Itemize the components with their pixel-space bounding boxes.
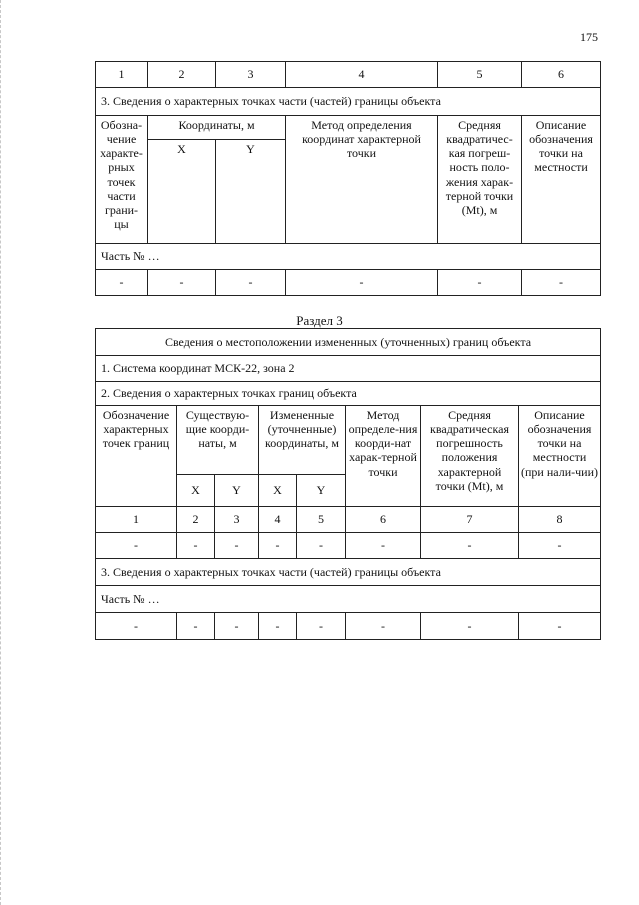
table-row	[96, 270, 601, 296]
header-x-existing: X	[177, 475, 215, 507]
header-designation: Обозначение характерных точек границ	[96, 406, 177, 507]
cell-dash: -	[346, 533, 421, 559]
table-row	[96, 613, 601, 640]
column-number: 2	[177, 507, 215, 533]
header-accuracy: Средняя квадратичес-кая погреш-ность поло-жения харак-терной точки (Mt), м	[438, 116, 522, 244]
points-heading: 2. Сведения о характерных точках границ объекта	[96, 382, 601, 406]
cell-dash: -	[297, 613, 346, 640]
header-existing-coords: Существую-щие коорди-наты, м	[177, 406, 259, 475]
cell-dash: -	[522, 270, 601, 296]
cell-dash: -	[96, 533, 177, 559]
header-method: Метод определения координат характерной точки	[286, 116, 438, 244]
section-heading: Сведения о местоположении измененных (уточненных) границ объекта	[96, 329, 601, 356]
cell-dash: -	[215, 533, 259, 559]
changed-boundaries-table	[95, 328, 601, 640]
cell-dash: -	[96, 613, 177, 640]
cell-dash: -	[297, 533, 346, 559]
cell-dash: -	[421, 533, 519, 559]
column-number: 3	[216, 62, 286, 88]
cell-dash: -	[438, 270, 522, 296]
cell-dash: -	[215, 613, 259, 640]
column-number: 2	[148, 62, 216, 88]
column-number: 7	[421, 507, 519, 533]
header-y-changed: Y	[297, 475, 346, 507]
cell-dash: -	[259, 613, 297, 640]
points-part-table	[95, 61, 601, 296]
header-x-changed: X	[259, 475, 297, 507]
column-number-row	[96, 62, 601, 88]
cell-dash: -	[177, 533, 215, 559]
column-number: 6	[522, 62, 601, 88]
header-coordinates: Координаты, м	[148, 116, 286, 140]
header-y-existing: Y	[215, 475, 259, 507]
column-number: 4	[286, 62, 438, 88]
column-number: 1	[96, 62, 148, 88]
part-label: Часть № …	[96, 244, 601, 270]
header-x: X	[148, 140, 216, 244]
page-edge-line	[0, 0, 2, 905]
column-number: 3	[215, 507, 259, 533]
cell-dash: -	[148, 270, 216, 296]
column-number: 8	[519, 507, 601, 533]
column-number: 4	[259, 507, 297, 533]
cell-dash: -	[286, 270, 438, 296]
section-heading: 3. Сведения о характерных точках части (частей) границы объекта	[96, 88, 601, 116]
column-number: 5	[438, 62, 522, 88]
section-title: Раздел 3	[296, 313, 343, 328]
header-description: Описание обозначения точки на местности	[522, 116, 601, 244]
cell-dash: -	[96, 270, 148, 296]
header-method: Метод определе-ния коорди-нат харак-терной точки	[346, 406, 421, 507]
column-number: 1	[96, 507, 177, 533]
table-row	[96, 533, 601, 559]
coord-system: 1. Система координат МСК-22, зона 2	[96, 356, 601, 382]
cell-dash: -	[177, 613, 215, 640]
column-number-row	[96, 507, 601, 533]
header-changed-coords: Измененные (уточненные) координаты, м	[259, 406, 346, 475]
part-label: Часть № …	[96, 586, 601, 613]
column-number: 6	[346, 507, 421, 533]
header-designation: Обозна-чение характе-рных точек части грани-цы	[96, 116, 148, 244]
column-number: 5	[297, 507, 346, 533]
cell-dash: -	[519, 533, 601, 559]
cell-dash: -	[519, 613, 601, 640]
cell-dash: -	[259, 533, 297, 559]
header-y: Y	[216, 140, 286, 244]
page-number: 175	[580, 30, 598, 44]
cell-dash: -	[421, 613, 519, 640]
parts-heading: 3. Сведения о характерных точках части (частей) границы объекта	[96, 559, 601, 586]
header-accuracy: Средняя квадратическая погрешность положения характерной точки (Mt), м	[421, 406, 519, 507]
cell-dash: -	[216, 270, 286, 296]
cell-dash: -	[346, 613, 421, 640]
header-description: Описание обозначения точки на местности (при нали-чии)	[519, 406, 601, 507]
